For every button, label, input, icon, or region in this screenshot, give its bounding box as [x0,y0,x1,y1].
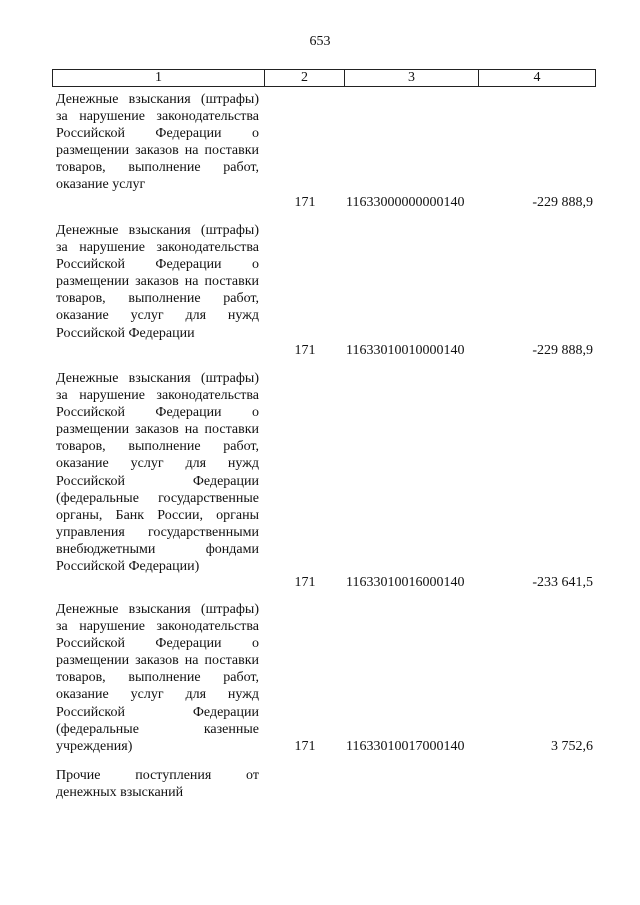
table-row [56,91,596,211]
row-amount: -229 888,9 [532,195,593,210]
table-row [56,370,596,591]
row-description: Денежные взыскания (штрафы) за нарушение законодательства Российской Федерации о размещении заказов на поставки товаров, выполнение работ, оказание услуг [56,92,259,193]
row-kbk: 11633010016000140 [346,575,465,590]
row-code: 171 [294,739,316,754]
column-header: 3 [345,70,479,86]
table-row [56,767,596,803]
row-amount: -229 888,9 [532,343,593,358]
table-row [56,601,596,755]
row-kbk: 11633010010000140 [346,343,465,358]
row-code: 171 [294,343,316,358]
row-description: Денежные взыскания (штрафы) за нарушение законодательства Российской Федерации о размещении заказов на поставки товаров, выполнение работ, оказание услуг для нужд Российской Федерации [56,223,259,341]
column-header: 4 [533,70,541,85]
row-code: 171 [294,195,316,210]
row-description: Денежные взыскания (штрафы) за нарушение законодательства Российской Федерации о размещении заказов на поставки товаров, выполнение работ, оказание услуг для нужд Российской Федерации (федеральные казенные учреждения) [56,602,259,754]
row-amount: -233 641,5 [532,575,593,590]
table-header [52,69,596,87]
page-number: 653 [309,34,331,49]
column-header: 2 [265,70,345,86]
column-header: 1 [53,70,265,86]
row-amount: 3 752,6 [551,739,593,754]
row-description: Прочие поступления от денежных взысканий [56,768,259,801]
table-row [56,222,596,359]
row-kbk: 11633000000000140 [346,195,465,210]
row-kbk: 11633010017000140 [346,739,465,754]
row-code: 171 [294,575,316,590]
row-description: Денежные взыскания (штрафы) за нарушение законодательства Российской Федерации о размещении заказов на поставки товаров, выполнение работ, оказание услуг для нужд Российской Федерации (федеральные государственные органы, Банк России, органы управления государственными внебюджетными фондами Российской Федерации) [56,371,259,575]
